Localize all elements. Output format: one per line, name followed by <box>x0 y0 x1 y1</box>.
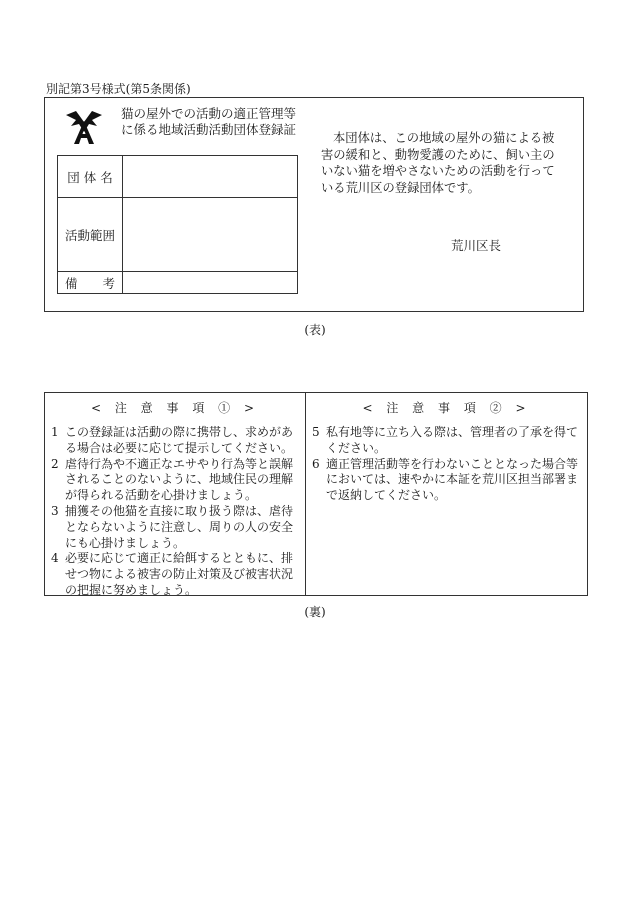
notes-heading-1: < 注 意 事 項 ① > <box>91 401 259 415</box>
notes-heading-2: < 注 意 事 項 ② > <box>362 401 531 415</box>
registration-info-table <box>57 155 298 294</box>
card-title <box>121 106 296 138</box>
front-caption: (表) <box>304 323 326 337</box>
card-title-line-1: 猫の屋外での活動の適正管理等 <box>121 106 297 121</box>
card-title-line-2: に係る地域活動活動団体登録証 <box>121 122 297 137</box>
list-item: 1 この登録証は活動の際に携帯し、求めがある場合は必要に応じて提示してください。 <box>51 425 294 455</box>
list-item: 3 捕獲その他猫を直接に取り扱う際は、虐待とならないように注意し、周りの人の安全にも心掛けましょう。 <box>51 503 294 550</box>
registration-card-back <box>44 392 588 596</box>
registration-card-front <box>44 97 584 312</box>
notes-list-1 <box>45 425 299 599</box>
table-row <box>58 156 298 198</box>
remarks-value <box>123 272 298 294</box>
form-number-label: 別記第3号様式(第5条関係) <box>46 82 191 96</box>
activity-area-value <box>123 198 298 272</box>
list-item: 6 適正管理活動等を行わないこととなった場合等においては、速やかに本証を荒川区担当部署まで返納してください。 <box>312 456 579 503</box>
table-row <box>58 198 298 272</box>
group-name-label: 団 体 名 <box>58 156 123 198</box>
activity-area-label: 活動範囲 <box>58 198 123 272</box>
back-caption: (裏) <box>304 605 326 619</box>
arakawa-ward-emblem-icon <box>63 106 105 148</box>
list-item: 5 私有地等に立ち入る際は、管理者の了承を得てください。 <box>312 425 579 455</box>
group-name-value <box>123 156 298 198</box>
issuer-signature: 荒川区長 <box>451 238 502 253</box>
table-row <box>58 272 298 294</box>
certification-statement: 本団体は、この地域の屋外の猫による被害の緩和と、動物愛護のために、飼い主のいない猫を増やさないための活動を行っている荒川区の登録団体です。 <box>321 131 555 195</box>
remarks-label: 備 考 <box>58 272 123 294</box>
notes-list-2 <box>306 425 578 504</box>
list-item: 2 虐待行為や不適正なエサやり行為等と誤解されることのないように、地域住民の理解が得られる活動を心掛けましょう。 <box>51 456 294 503</box>
list-item: 4 必要に応じて適正に給餌するとともに、排せつ物による被害の防止対策及び被害状況の把握に努めましょう。 <box>51 551 294 597</box>
